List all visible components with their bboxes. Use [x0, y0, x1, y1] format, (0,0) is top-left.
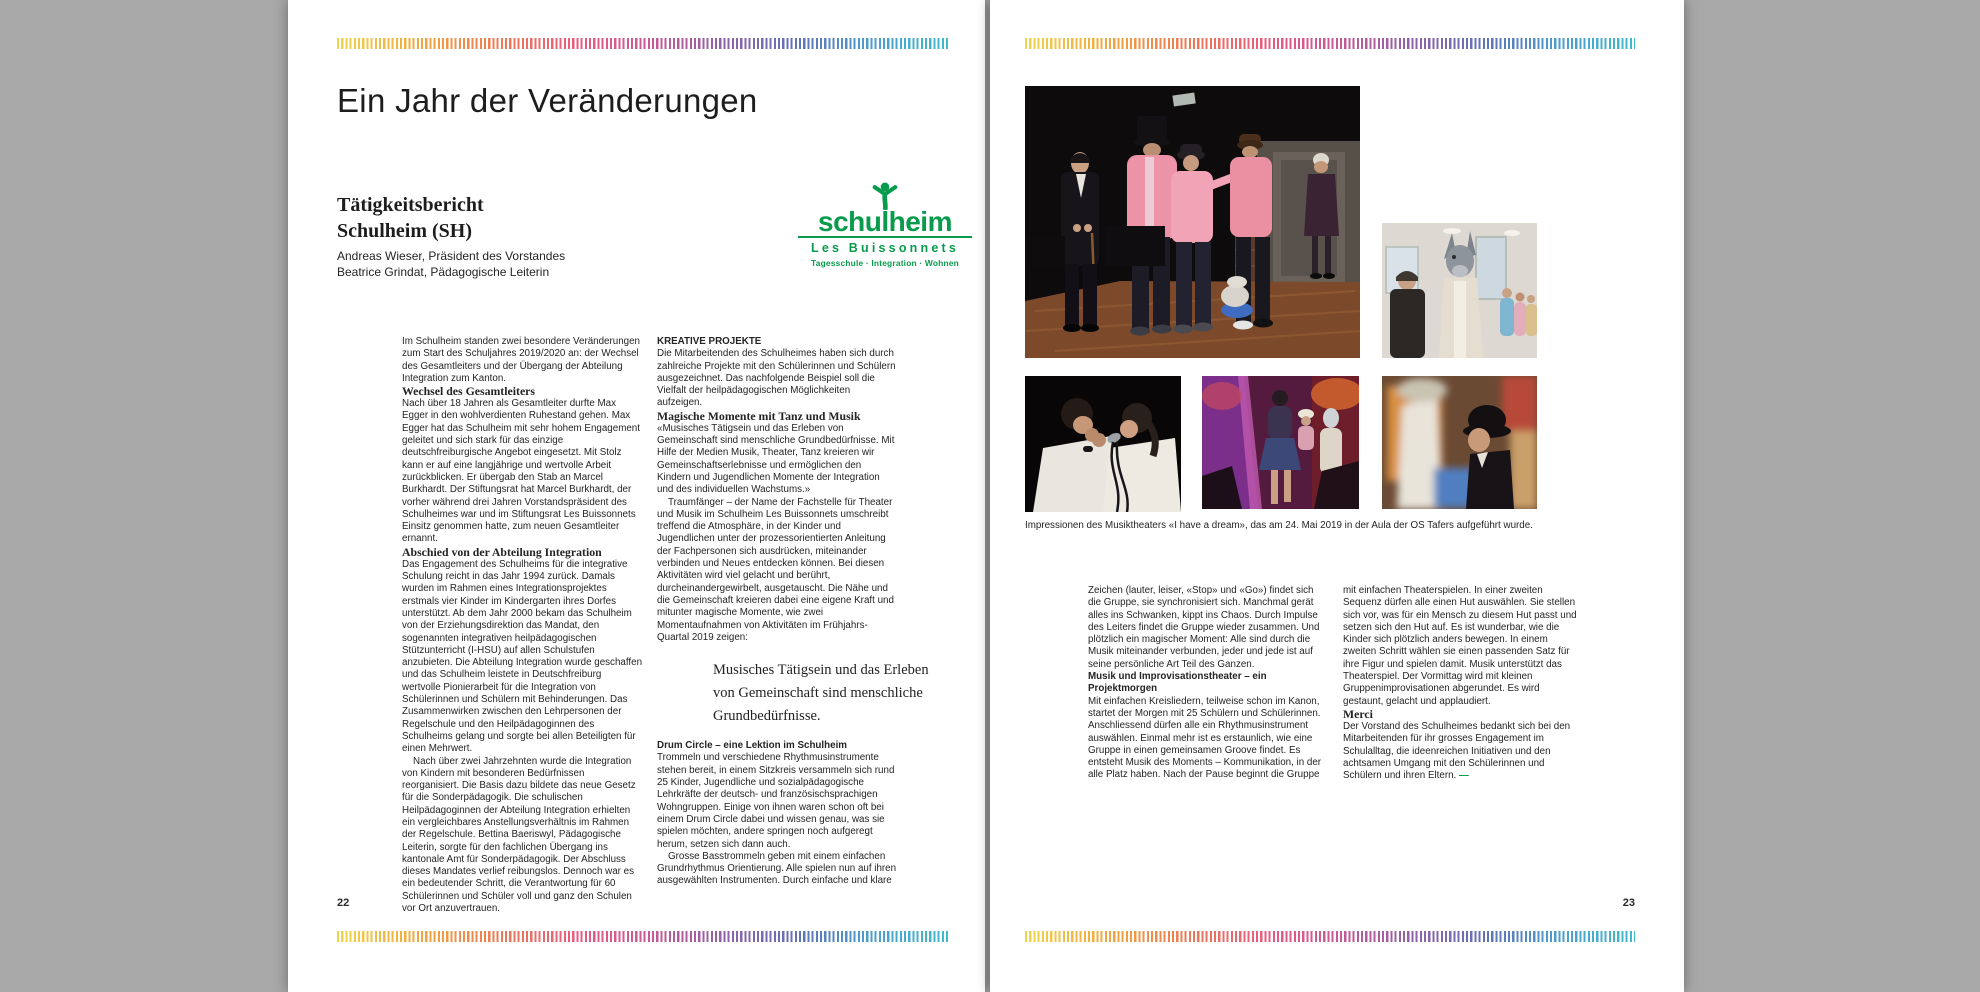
article-end-mark: —	[1459, 770, 1468, 782]
paragraph: Die Mitarbeitenden des Schulheimes haben sich durch zahlreiche Projekte mit den Schülerinnen und Schülern ausgezeichnet. Das nachfolgende Beispiel soll die Vielfalt der heilpädagogischen Möglichkeiten aufzeigen.	[657, 348, 896, 409]
right-column-2	[1343, 585, 1581, 782]
section-title-line2: Schulheim (SH)	[337, 220, 473, 242]
rainbow-bar-bottom-left	[337, 931, 948, 942]
paragraph: Mit einfachen Kreisliedern, teilweise schon im Kanon, startet der Morgen mit 25 Schülern und Schülerinnen. Anschliessend dürfen alle ein Rhythmusinstrument auswählen. Einmal mehr ist es erstaunlich, wie eine Gruppe in einen gemeinsamen Groove findet. Es entsteht Musik des Moments – Kommunikation, in der alle Platz haben. Nach der Pause beginnt die Gruppe	[1088, 695, 1322, 781]
rainbow-bar-top-right	[1025, 38, 1635, 49]
paragraph: Das Engagement des Schulheims für die integrative Schulung reicht in das Jahr 1994 zurück. Damals wurden im Rahmen eines Integrationsprojektes erstmals vier Kinder im Kindergarten ihres Dorfes unterstützt. Ab dem Jahr 2000 bekam das Schulheim von der Erziehungsdirektion das Mandat, den sogenannten integrativen heilpädagogischen Stützunterricht (I-HSU) auf allen Schulstufen anzubieten. Die Abteilung Integration wurde geschaffen und das Schulheim leistete in Deutschfreiburg wertvolle Pionierarbeit für die Integration von Schülerinnen und Schülern mit Behinderungen. Das Zusammenwirken zwischen den Lehrpersonen der Regelschule und den Heilpädagoginnen des Schulheims gelang und sorgte bei allen Beteiligten für einen Mehrwert.	[402, 558, 643, 755]
paragraph: mit einfachen Theaterspielen. In einer zweiten Sequenz dürfen alle einen Hut auswählen. Sie stellen sich vor, was für ein Mensch zu diesem Hut passt und setzen sich den Hut auf. Es ist wunderbar, wie die Kinder sich plötzlich anders bewegen. In einem zweiten Schritt wählen sie einen passenden Satz für ihre Figur und spielen damit. Musik unterstützt das Theaterspiel. Der Vormittag wird mit kleinen Gruppenimprovisationen abgerundet. Es wird gestaunt, gelacht und applaudiert.	[1343, 585, 1577, 707]
section-title-line1: Tätigkeitsbericht	[337, 194, 484, 216]
page-number: 22	[337, 897, 350, 909]
paragraph: Grosse Basstrommeln geben mit einem einfachen Grundrhythmus Orientierung. Alle spielen nun auf ihren ausgewählten Instrumenten. Durch einfache und klare	[657, 850, 897, 887]
logo-name: Les Buissonnets	[810, 241, 960, 255]
paragraph	[1343, 721, 1581, 782]
author-line-1: Andreas Wieser, Präsident des Vorstandes	[337, 249, 566, 263]
right-page	[990, 0, 1684, 992]
subheading: Musik und Improvisationstheater – ein Projektmorgen	[1088, 671, 1267, 695]
paragraph: Traumfänger – der Name der Fachstelle für Theater und Musik im Schulheim Les Buissonnets umschreibt treffend die Atmosphäre, in der Kinder und Jugendlichen unter der prozessorientierten Anleitung der Fachpersonen sich ausdrücken, miteinander verbinden und Neues entdecken können. Bei diesen Aktivitäten wird viel gelacht und berührt, durcheinandergewirbelt, ausgetauscht. Die Nähe und die Gemeinschaft kreieren dabei eine eigene Kraft und mitunter magische Momente, wie zwei Momentaufnahmen von Aktivitäten im Frühjahrs-Quartal 2019 zeigen:	[657, 496, 894, 643]
left-column-1	[402, 336, 642, 915]
paragraph-text: Der Vorstand des Schulheimes bedankt sich bei den Mitarbeitenden für ihr grosses Engagement im Schulalltag, die ideenreichen Initiativen und den achtsamen Umgang mit den Schülerinnen und Schülern und ihren Eltern.	[1343, 720, 1571, 782]
photo-boy-bowler-hat	[1382, 376, 1537, 509]
paragraph: Zeichen (lauter, leiser, «Stop» und «Go») findet sich die Gruppe, sie synchronisiert sich. Manchmal gerät alles ins Schwanken, kippt ins Chaos. Durch Impulse des Leiters findet die Gruppe wieder zusammen. Und plötzlich ein magischer Moment: Alle sind durch die Musik miteinander verbunden, jeder und jede ist auf seine persönliche Art Teil des Ganzen.	[1088, 585, 1320, 670]
left-column-2	[657, 336, 929, 888]
paragraph: «Musisches Tätigsein und das Erleben von Gemeinschaft sind menschliche Grundbedürfnisse. Mit Hilfe der Medien Musik, Theater, Tanz kreieren wir Gemeinschaftserlebnisse und ermöglichen den Kindern und Jugendlichen Momente der Integration und des individuellen Wachstums.»	[657, 422, 895, 496]
author-lines	[337, 249, 565, 280]
rainbow-bar-top-left	[337, 38, 948, 49]
page-number: 23	[1622, 897, 1635, 909]
page-title: Ein Jahr der Veränderungen	[337, 82, 758, 119]
logo-wordmark: schulheim	[798, 208, 972, 238]
pull-quote: Musisches Tätigsein und das Erleben von Gemeinschaft sind menschliche Grundbedürfnisse.	[713, 662, 929, 725]
right-column-1	[1088, 585, 1326, 782]
subheading-caps: KREATIVE PROJEKTE	[657, 336, 762, 347]
rainbow-bar-bottom-right	[1025, 931, 1635, 942]
section-title	[337, 192, 484, 244]
paragraph: Nach über zwei Jahrzehnten wurde die Integration von Kindern mit besonderen Bedürfnissen reorganisiert. Die Basis dazu bildete das neue Gesetz für die Sonderpädagogik. Die schulischen Heilpädagoginnen der Abteilung Integration erhielten ein vergleichbares Anstellungsverhältnis im Rahmen der Regelschule. Bettina Baeriswyl, Pädagogische Leiterin, sorgte für den fachlichen Übergang ins kantonale Amt für Sonderpädagogik. Der Abschluss dieses Mandates verlief reibungslos. Dennoch war es ein bedeutender Schritt, die Verantwortung für 60 Schülerinnen und Schüler voll und ganz den Schulen vor Ort anzuvertrauen.	[402, 755, 636, 915]
subheading: Abschied von der Abteilung Integration	[402, 544, 602, 559]
subheading: Magische Momente mit Tanz und Musik	[657, 408, 861, 423]
subheading: Wechsel des Gesamtleiters	[402, 384, 536, 399]
photo-stage-scene	[1025, 86, 1360, 358]
photo-caption: Impressionen des Musiktheaters «I have a dream», das am 24. Mai 2019 in der Aula der OS Tafers aufgeführt wurde.	[1025, 520, 1533, 531]
author-line-2: Beatrice Grindat, Pädagogische Leiterin	[337, 264, 550, 279]
subheading: Merci	[1343, 706, 1373, 721]
logo-tagline: Tagesschule · Integration · Wohnen	[811, 258, 959, 268]
left-page	[288, 0, 985, 992]
photo-singers-duo	[1025, 376, 1181, 512]
photo-stage-dance	[1202, 376, 1359, 509]
paragraph: Trommeln und verschiedene Rhythmusinstrumente stehen bereit, in einem Sitzkreis versammeln sich rund 25 Kinder, Jugendliche und sozialpädagogische Lehrkräfte der deutsch- und französischsprachigen Wohngruppen. Einige von ihnen waren schon oft bei einem Drum Circle dabei und wissen genau, was sie spielen möchten, andere springen noch aufgeregt herum, setzen sich dann auch.	[657, 752, 895, 850]
photo-donkey-costume	[1382, 223, 1537, 358]
schulheim-logo	[798, 182, 972, 268]
paragraph: Nach über 18 Jahren als Gesamtleiter durfte Max Egger in den wohlverdienten Ruhestand gehen. Max Egger hat das Schulheim mit sehr hohem Engagement geleitet und sich stark für das einzige deutschfreiburgische Angebot eingesetzt. Mit Stolz kann er auf eine langjährige und wertvolle Arbeit zurückblicken. Er übergab den Stab an Marcel Burkhardt. Der Stiftungsrat hat Marcel Burkhardt, der vorher während drei Jahren Vorstandspräsident des Schulheimes war und im Stiftungsrat Les Buissonnets Einsitz genommen hatte, zum neuen Gesamtleiter ernannt.	[402, 398, 640, 545]
subheading: Drum Circle – eine Lektion im Schulheim	[657, 740, 848, 752]
paragraph: Im Schulheim standen zwei besondere Veränderungen zum Start des Schuljahres 2019/2020 an: der Wechsel des Gesamtleiters und der Übergang der Abteilung Integration zum Kanton.	[402, 336, 641, 384]
